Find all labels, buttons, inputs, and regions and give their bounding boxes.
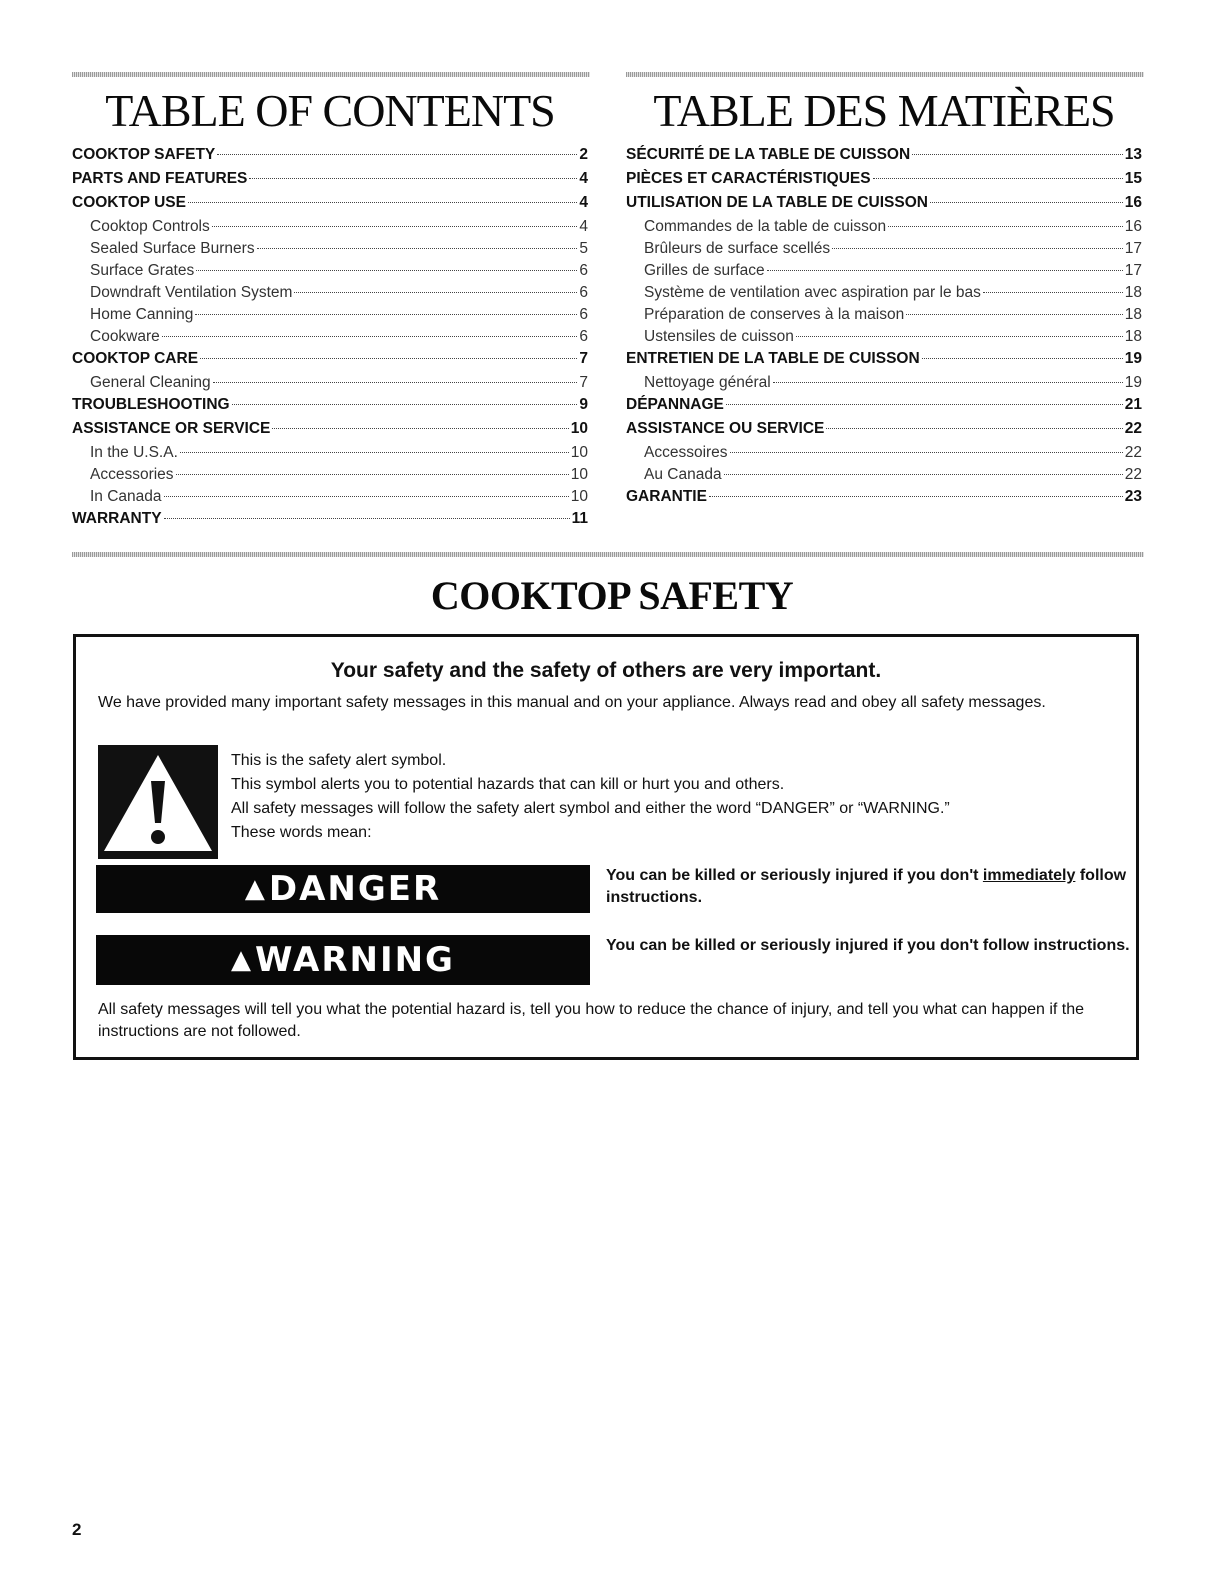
leader-dots: [912, 154, 1123, 155]
toc-entry-page: 10: [570, 466, 588, 483]
leader-dots: [249, 178, 577, 179]
leader-dots: [724, 474, 1123, 475]
toc-entry[interactable]: [72, 444, 588, 466]
leader-dots: [212, 226, 578, 227]
toc-entry-page: 13: [1124, 146, 1142, 163]
toc-entry-label: Cooktop Controls: [90, 218, 210, 235]
leader-dots: [180, 452, 569, 453]
leader-dots: [906, 314, 1123, 315]
leader-dots: [730, 452, 1123, 453]
toc-entry-page: 10: [570, 444, 588, 461]
toc-entry-label: COOKTOP SAFETY: [72, 146, 216, 163]
toc-entry[interactable]: [72, 194, 588, 218]
toc-entry-label: COOKTOP USE: [72, 194, 186, 211]
toc-entry[interactable]: [626, 146, 1142, 170]
toc-entry[interactable]: [626, 194, 1142, 218]
toc-entry[interactable]: [72, 328, 588, 350]
toc-entry[interactable]: [72, 284, 588, 306]
toc-entry-label: Home Canning: [90, 306, 194, 323]
toc-entry-page: 21: [1124, 396, 1142, 413]
leader-dots: [294, 292, 577, 293]
danger-text-end: follow instructions.: [606, 867, 1127, 906]
toc-entry-label: WARRANTY: [72, 510, 162, 527]
leader-dots: [826, 428, 1122, 429]
leader-dots: [983, 292, 1123, 293]
danger-emphasis: immediately: [982, 867, 1076, 884]
toc-entry-label: Cookware: [90, 328, 160, 345]
toc-entry[interactable]: [626, 218, 1142, 240]
toc-entry-label: Accessoires: [644, 444, 728, 461]
toc-entry-label: Commandes de la table de cuisson: [644, 218, 887, 235]
toc-entry-page: 19: [1124, 374, 1142, 391]
toc-entry[interactable]: [626, 444, 1142, 466]
toc-entry-label: Nettoyage général: [644, 374, 771, 391]
danger-banner: [96, 865, 590, 913]
toc-entry-page: 7: [579, 374, 588, 391]
safety-intro: We have provided many important safety messages in this manual and on your appliance. Always read and obey all safety messages.: [98, 694, 1046, 711]
alert-triangle-icon: ▲: [231, 945, 252, 975]
toc-entry-page: 6: [579, 306, 588, 323]
toc-entry-page: 7: [579, 350, 588, 367]
leader-dots: [767, 270, 1123, 271]
toc-entry[interactable]: [72, 350, 588, 374]
toc-entry[interactable]: [626, 306, 1142, 328]
toc-entry-label: Surface Grates: [90, 262, 195, 279]
leader-dots: [796, 336, 1123, 337]
toc-entry-label: Grilles de surface: [644, 262, 765, 279]
toc-entry-page: 10: [570, 488, 588, 505]
toc-entry[interactable]: [72, 170, 588, 194]
toc-title: TABLE DES MATIÈRES: [653, 85, 1115, 136]
alert-triangle-icon: ▲: [244, 874, 265, 904]
danger-description: [606, 865, 1131, 909]
toc-entry-page: 4: [579, 194, 588, 211]
leader-dots: [217, 154, 577, 155]
toc-entry-page: 17: [1124, 240, 1142, 257]
toc-entry-label: Downdraft Ventilation System: [90, 284, 293, 301]
leader-dots: [162, 336, 578, 337]
toc-entry-page: 6: [579, 328, 588, 345]
leader-dots: [873, 178, 1123, 179]
toc-entry-label: DÉPANNAGE: [626, 396, 724, 413]
toc-entry-label: GARANTIE: [626, 488, 707, 505]
toc-entry[interactable]: [72, 510, 588, 534]
warning-description: You can be killed or seriously injured if you don't follow instructions.: [606, 937, 1130, 954]
toc-english: [72, 86, 588, 534]
toc-entry[interactable]: [626, 466, 1142, 488]
safety-box: [73, 634, 1139, 1060]
safety-footer: All safety messages will tell you what the potential hazard is, tell you how to reduce the chance of injury, and tell you what can happen if the instructions are not followed.: [98, 1001, 1085, 1040]
toc-entry[interactable]: [72, 396, 588, 420]
toc-entry-page: 4: [579, 170, 588, 187]
toc-entry-page: 2: [579, 146, 588, 163]
leader-dots: [272, 428, 568, 429]
leader-dots: [232, 404, 578, 405]
toc-entry-page: 11: [571, 510, 588, 527]
leader-dots: [164, 518, 570, 519]
toc-entry-page: 19: [1124, 350, 1142, 367]
toc-entry[interactable]: [72, 374, 588, 396]
warning-label: WARNING: [255, 940, 455, 980]
toc-entry-page: 15: [1124, 170, 1142, 187]
toc-entry[interactable]: [626, 170, 1142, 194]
toc-entry-page: 16: [1124, 218, 1142, 235]
toc-entry-label: Ustensiles de cuisson: [644, 328, 794, 345]
toc-entry-label: ASSISTANCE OR SERVICE: [72, 420, 271, 437]
toc-entry[interactable]: [72, 420, 588, 444]
leader-dots: [257, 248, 578, 249]
toc-entry[interactable]: [626, 328, 1142, 350]
leader-dots: [832, 248, 1123, 249]
leader-dots: [726, 404, 1123, 405]
symbol-line: This symbol alerts you to potential hazards that can kill or hurt you and others.: [231, 776, 785, 793]
toc-entry-label: Accessories: [90, 466, 174, 483]
toc-entry-page: 23: [1124, 488, 1142, 505]
symbol-line: All safety messages will follow the safety alert symbol and either the word “DANGER” or “WARNING.”: [231, 800, 950, 817]
toc-entry-label: Brûleurs de surface scellés: [644, 240, 831, 257]
leader-dots: [164, 496, 569, 497]
toc-entry-page: 17: [1124, 262, 1142, 279]
toc-entry-page: 9: [579, 396, 588, 413]
safety-alert-icon: [98, 745, 218, 859]
toc-entry[interactable]: [626, 420, 1142, 444]
leader-dots: [213, 382, 578, 383]
leader-dots: [709, 496, 1123, 497]
toc-entry[interactable]: [626, 350, 1142, 374]
toc-entry-page: 22: [1124, 420, 1142, 437]
toc-entry-label: PIÈCES ET CARACTÉRISTIQUES: [626, 170, 871, 187]
toc-entry-label: SÉCURITÉ DE LA TABLE DE CUISSON: [626, 146, 911, 163]
leader-dots: [176, 474, 569, 475]
alert-triangle-icon: [98, 745, 218, 859]
symbol-explanation: [231, 749, 1111, 845]
toc-entry[interactable]: [626, 374, 1142, 396]
toc-entry-page: 10: [570, 420, 588, 437]
toc-entry[interactable]: [626, 396, 1142, 420]
toc-entry[interactable]: [626, 488, 1142, 512]
toc-entry-page: 6: [579, 262, 588, 279]
leader-dots: [922, 358, 1123, 359]
toc-entry-page: 6: [579, 284, 588, 301]
toc-entry-label: In the U.S.A.: [90, 444, 178, 461]
toc-entry-page: 4: [579, 218, 588, 235]
leader-dots: [888, 226, 1123, 227]
toc-entry-page: 18: [1124, 284, 1142, 301]
toc-entry[interactable]: [72, 146, 588, 170]
leader-dots: [195, 314, 577, 315]
toc-entry[interactable]: [626, 240, 1142, 262]
page-number: 2: [72, 1520, 82, 1539]
toc-entry-page: 22: [1124, 466, 1142, 483]
toc-entry[interactable]: [72, 262, 588, 284]
section-title: COOKTOP SAFETY: [430, 573, 794, 618]
toc-entry-label: Sealed Surface Burners: [90, 240, 255, 257]
toc-entry-label: Au Canada: [644, 466, 722, 483]
toc-entry-page: 18: [1124, 328, 1142, 345]
toc-entry[interactable]: [72, 240, 588, 262]
toc-entry-label: Préparation de conserves à la maison: [644, 306, 905, 323]
safety-heading: Your safety and the safety of others are very important.: [330, 659, 882, 682]
toc-list: [626, 146, 1142, 512]
toc-entry-label: In Canada: [90, 488, 162, 505]
toc-list: [72, 146, 588, 534]
leader-dots: [188, 202, 577, 203]
toc-entry[interactable]: [72, 466, 588, 488]
top-rule-left: [72, 72, 590, 77]
symbol-line: This is the safety alert symbol.: [231, 752, 447, 769]
warning-banner: [96, 935, 590, 985]
danger-text: You can be killed or seriously injured if you don't: [606, 867, 983, 884]
toc-entry[interactable]: [72, 488, 588, 510]
leader-dots: [773, 382, 1123, 383]
toc-french: [626, 86, 1142, 512]
toc-entry-label: UTILISATION DE LA TABLE DE CUISSON: [626, 194, 928, 211]
toc-entry-label: ENTRETIEN DE LA TABLE DE CUISSON: [626, 350, 920, 367]
toc-entry[interactable]: [626, 262, 1142, 284]
toc-entry-page: 22: [1124, 444, 1142, 461]
toc-entry[interactable]: [626, 284, 1142, 306]
danger-label: DANGER: [268, 869, 442, 909]
toc-entry-page: 16: [1124, 194, 1142, 211]
toc-entry-label: COOKTOP CARE: [72, 350, 199, 367]
toc-entry-label: TROUBLESHOOTING: [72, 396, 230, 413]
toc-entry-label: Système de ventilation avec aspiration par le bas: [644, 284, 981, 301]
toc-entry-label: PARTS AND FEATURES: [72, 170, 248, 187]
toc-entry-page: 18: [1124, 306, 1142, 323]
toc-entry-label: General Cleaning: [90, 374, 211, 391]
top-rule-right: [626, 72, 1144, 77]
middle-rule: [72, 552, 1144, 557]
leader-dots: [196, 270, 577, 271]
toc-entry[interactable]: [72, 306, 588, 328]
toc-entry-page: 5: [579, 240, 588, 257]
toc-title: TABLE OF CONTENTS: [105, 85, 555, 136]
leader-dots: [930, 202, 1123, 203]
symbol-line: These words mean:: [231, 824, 372, 841]
toc-entry[interactable]: [72, 218, 588, 240]
toc-entry-label: ASSISTANCE OU SERVICE: [626, 420, 825, 437]
leader-dots: [200, 358, 577, 359]
